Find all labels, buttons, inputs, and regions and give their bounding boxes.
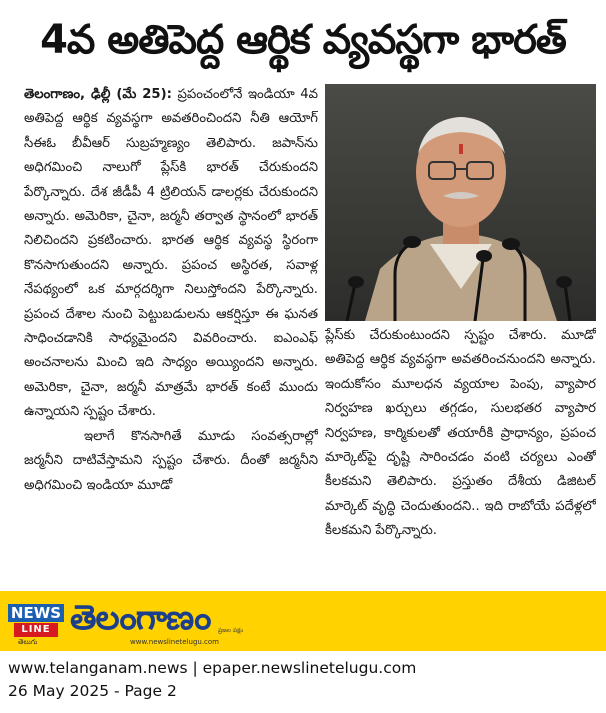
article-left-column [24,83,318,583]
dateline: తెలంగాణం, ఢిల్లీ (మే 25): [24,87,172,102]
newsline-logo [8,604,64,638]
paper-name-logo: తెలంగాణం [70,598,211,638]
logo-url: www.newslinetelugu.com [130,638,219,646]
footer-date-page: 26 May 2025 - Page 2 [8,682,177,700]
article-paragraph-1 [24,83,318,425]
article-paragraph-3: ప్లేస్‌కు చేరుకుంటుందని స్పష్టం చేశారు. మూడో అతిపెద్ద ఆర్థిక వ్యవస్థగా అవతరించనుందని అన్నారు. ఇందుకోసం మూలధన వ్యయాల పెంపు, వ్యాపార నిర్వహణ ఖర్చులు తగ్గడం, సులభతర వ్యాపార నిర్వహణ, కార్మికులతో తయారీకి ప్రాధాన్యం, ప్రపంచ మార్కెట్‌పై దృష్టి సారించడం వంటి చర్యలు ఎంతో కీలకమని తెలిపారు. ప్రస్తుతం దేశీయ డిజిటల్ మార్కెట్ వృద్ధి చెందుతుందని.. ఇది రాబోయే పదేళ్లలో కీలకమని పేర్కొన్నారు. [325,328,596,539]
logo-tagline: ప్రజల పక్షం [218,627,244,634]
article-paragraph-2: ఇలాగే కొనసాగితే మూడు సంవత్సరాల్లో జర్మనీని దాటివేస్తామని స్పష్టం చేశారు. దీంతో జర్మనీని అధిగమించి ఇండియా మూడో [24,428,318,493]
article-photo [325,84,596,321]
newsline-telugu-tag: తెలుగు [18,638,38,646]
article-paragraph-1-text: ప్రపంచంలోనే ఇండియా 4వ అతిపెద్ద ఆర్థిక వ్యవస్థగా అవతరించిందని నీతి ఆయోగ్ సీఈఓ బీవీఆర్ సుబ్రహ్మణ్యం తెలిపారు. జపాన్‌ను అధిగమించి నాలుగో ప్లేస్‌కి భారత్ చేరుకుందని పేర్కొన్నారు. దేశ జీడీపీ 4 ట్రిలియన్ డాలర్లకు చేరుకుందని అన్నారు. అమెరికా, చైనా, జర్మనీ తర్వాత స్థానంలో భారత్ నిలిచిందని ప్రకటించారు. భారత ఆర్థిక వ్యవస్థ స్థిరంగా కొనసాగుతుందని అన్నారు. ప్రపంచ అస్థిరత, సవాళ్ల నేపథ్యంలో ఒక మార్గదర్శిగా నిలుస్తోందని పేర్కొన్నారు. ప్రపంచ దేశాల నుంచి పెట్టుబడులను ఆకర్షిస్తూ ఈ ఘనత సాధించడానికి సాధ్యమైందని వివరించారు. ఐఎంఎఫ్ అంచనాలను మించి ఇది సాధ్యం అయ్యిందని అన్నారు. అమెరికా, చైనా, జర్మనీ మాత్రమే భారత్ కంటే ముందు ఉన్నాయని స్పష్టం చేశారు. [24,87,318,420]
article-right-column [325,324,596,582]
speaker-photo-illustration [325,84,596,321]
newsline-logo-bottom: LINE [14,623,58,637]
footer-urls: www.telanganam.news | epaper.newslinetelugu.com [8,659,417,677]
headline: 4వ అతిపెద్ద ఆర్థిక వ్యవస్థగా భారత్ [40,17,566,63]
newsline-logo-top: NEWS [8,604,64,622]
